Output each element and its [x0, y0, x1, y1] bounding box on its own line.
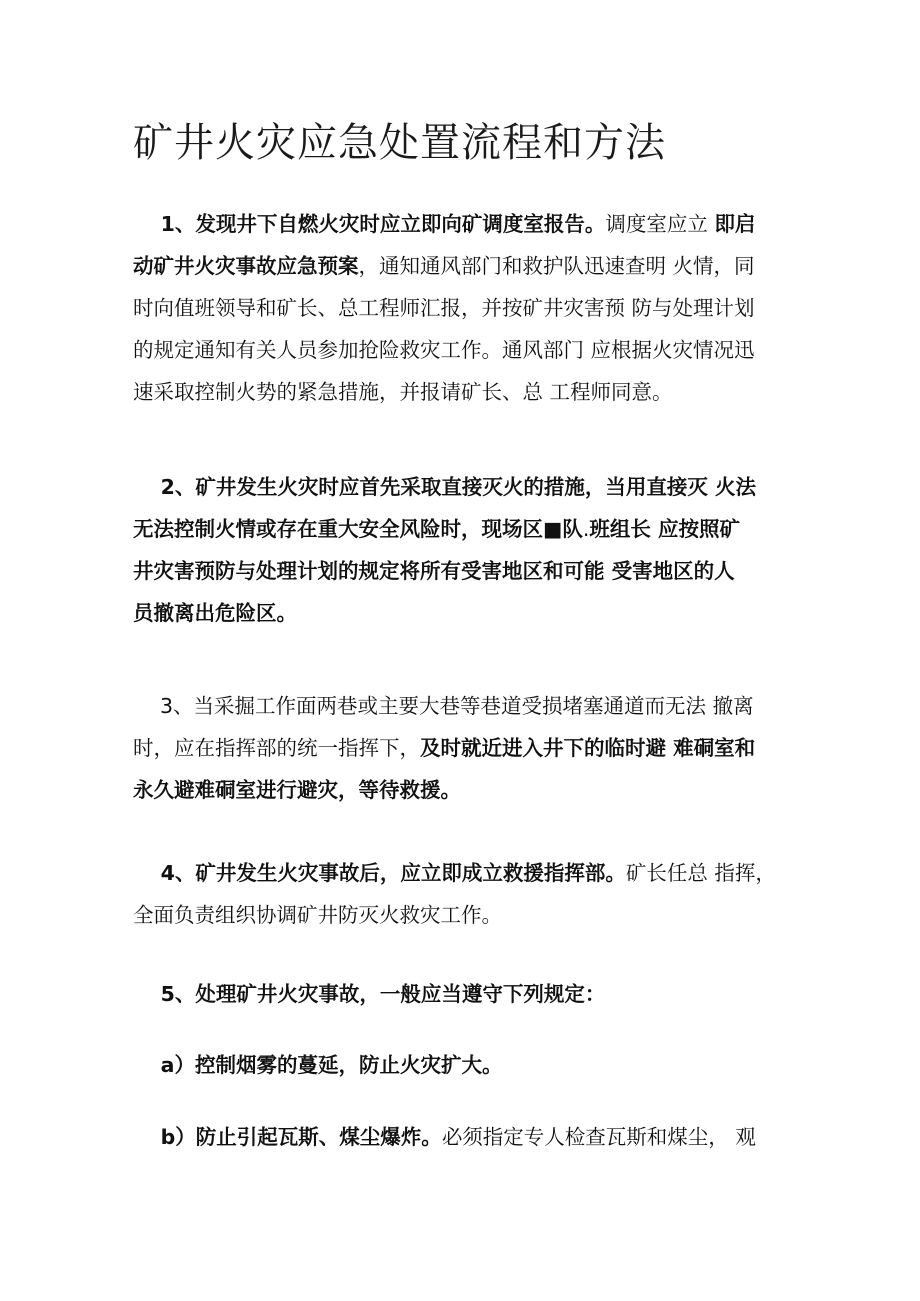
- text-line: [133, 287, 788, 329]
- bold-text-segment: 4、矿井发生火灾事故后，应立即成立救援指挥部。: [133, 861, 626, 885]
- text-line: [133, 550, 788, 592]
- text-line: [133, 727, 788, 769]
- bold-text-segment: 永久避难硐室进行避灾，等待救援。: [133, 778, 461, 802]
- bold-text-segment: 无法控制火情或存在重大安全风险时，现场区■队: [133, 517, 583, 541]
- bold-text-segment: 即启: [714, 212, 756, 236]
- paragraph-4: [133, 852, 788, 936]
- text-line: [133, 1044, 788, 1086]
- text-segment: .: [582, 517, 590, 541]
- page-title: 矿井火灾应急处置流程和方法: [133, 120, 666, 166]
- paragraph-1: [133, 203, 788, 413]
- text-segment: 必须指定专人检查瓦斯和煤尘， 观: [441, 1125, 756, 1149]
- text-line: [133, 245, 788, 287]
- text-segment: ，通知通风部门和救护队迅速查明 火情，同: [358, 254, 755, 278]
- bold-text-segment: 及时就近进入井下的临时避 难硐室和: [420, 736, 756, 760]
- text-line: [133, 466, 788, 508]
- text-line: [133, 769, 788, 811]
- text-line: [133, 894, 788, 936]
- bold-text-segment: b）防止引起瓦斯、煤尘爆炸。: [133, 1125, 442, 1149]
- paragraph-3: [133, 685, 788, 811]
- bold-text-segment: 动矿井火灾事故应急预案: [133, 254, 359, 278]
- bold-text-segment: 井灾害预防与处理计划的规定将所有受害地区和可能 受害地区的人: [133, 559, 735, 583]
- text-line: [133, 203, 788, 245]
- bold-text-segment: 1、发现井下自燃火灾时应立即向矿调度室报告。: [133, 212, 606, 236]
- text-segment: 时向值班领导和矿长、总工程师汇报，并按矿井灾害预 防与处理计划: [133, 296, 755, 320]
- bold-text-segment: 2、矿井发生火灾时应首先采取直接灭火的措施，当用直接灭 火法: [133, 475, 757, 499]
- text-segment: 全面负责组织协调矿井防灭火救灾工作。: [133, 903, 502, 927]
- bold-text-segment: 班组长 应按照矿: [589, 517, 741, 541]
- paragraph-6: [133, 1044, 788, 1086]
- text-line: [133, 852, 788, 894]
- text-line: [133, 508, 788, 550]
- text-line: [133, 685, 788, 727]
- text-segment: 调度室应立: [605, 212, 715, 236]
- bold-text-segment: 5、处理矿井火灾事故，一般应当遵守下列规定：: [133, 982, 606, 1006]
- paragraph-7: [133, 1116, 788, 1158]
- text-segment: 速采取控制火势的紧急措施，并报请矿长、总 工程师同意。: [133, 380, 673, 404]
- text-line: [133, 329, 788, 371]
- bold-text-segment: 员撤离出危险区。: [133, 601, 297, 625]
- text-segment: 时，应在指挥部的统一指挥下，: [133, 736, 420, 760]
- text-line: [133, 973, 788, 1015]
- bold-text-segment: a）控制烟雾的蔓延，防止火灾扩大。: [133, 1053, 503, 1077]
- text-line: [133, 1116, 788, 1158]
- text-line: [133, 371, 788, 413]
- paragraph-2: [133, 466, 788, 634]
- text-segment: 的规定通知有关人员参加抢险救灾工作。通风部门 应根据火灾情况迅: [133, 338, 755, 362]
- paragraph-5: [133, 973, 788, 1015]
- text-segment: 矿长任总 指挥，: [625, 861, 776, 885]
- text-segment: 3、当采掘工作面两巷或主要大巷等巷道受损堵塞通道而无法 撤离: [133, 694, 754, 718]
- text-line: [133, 592, 788, 634]
